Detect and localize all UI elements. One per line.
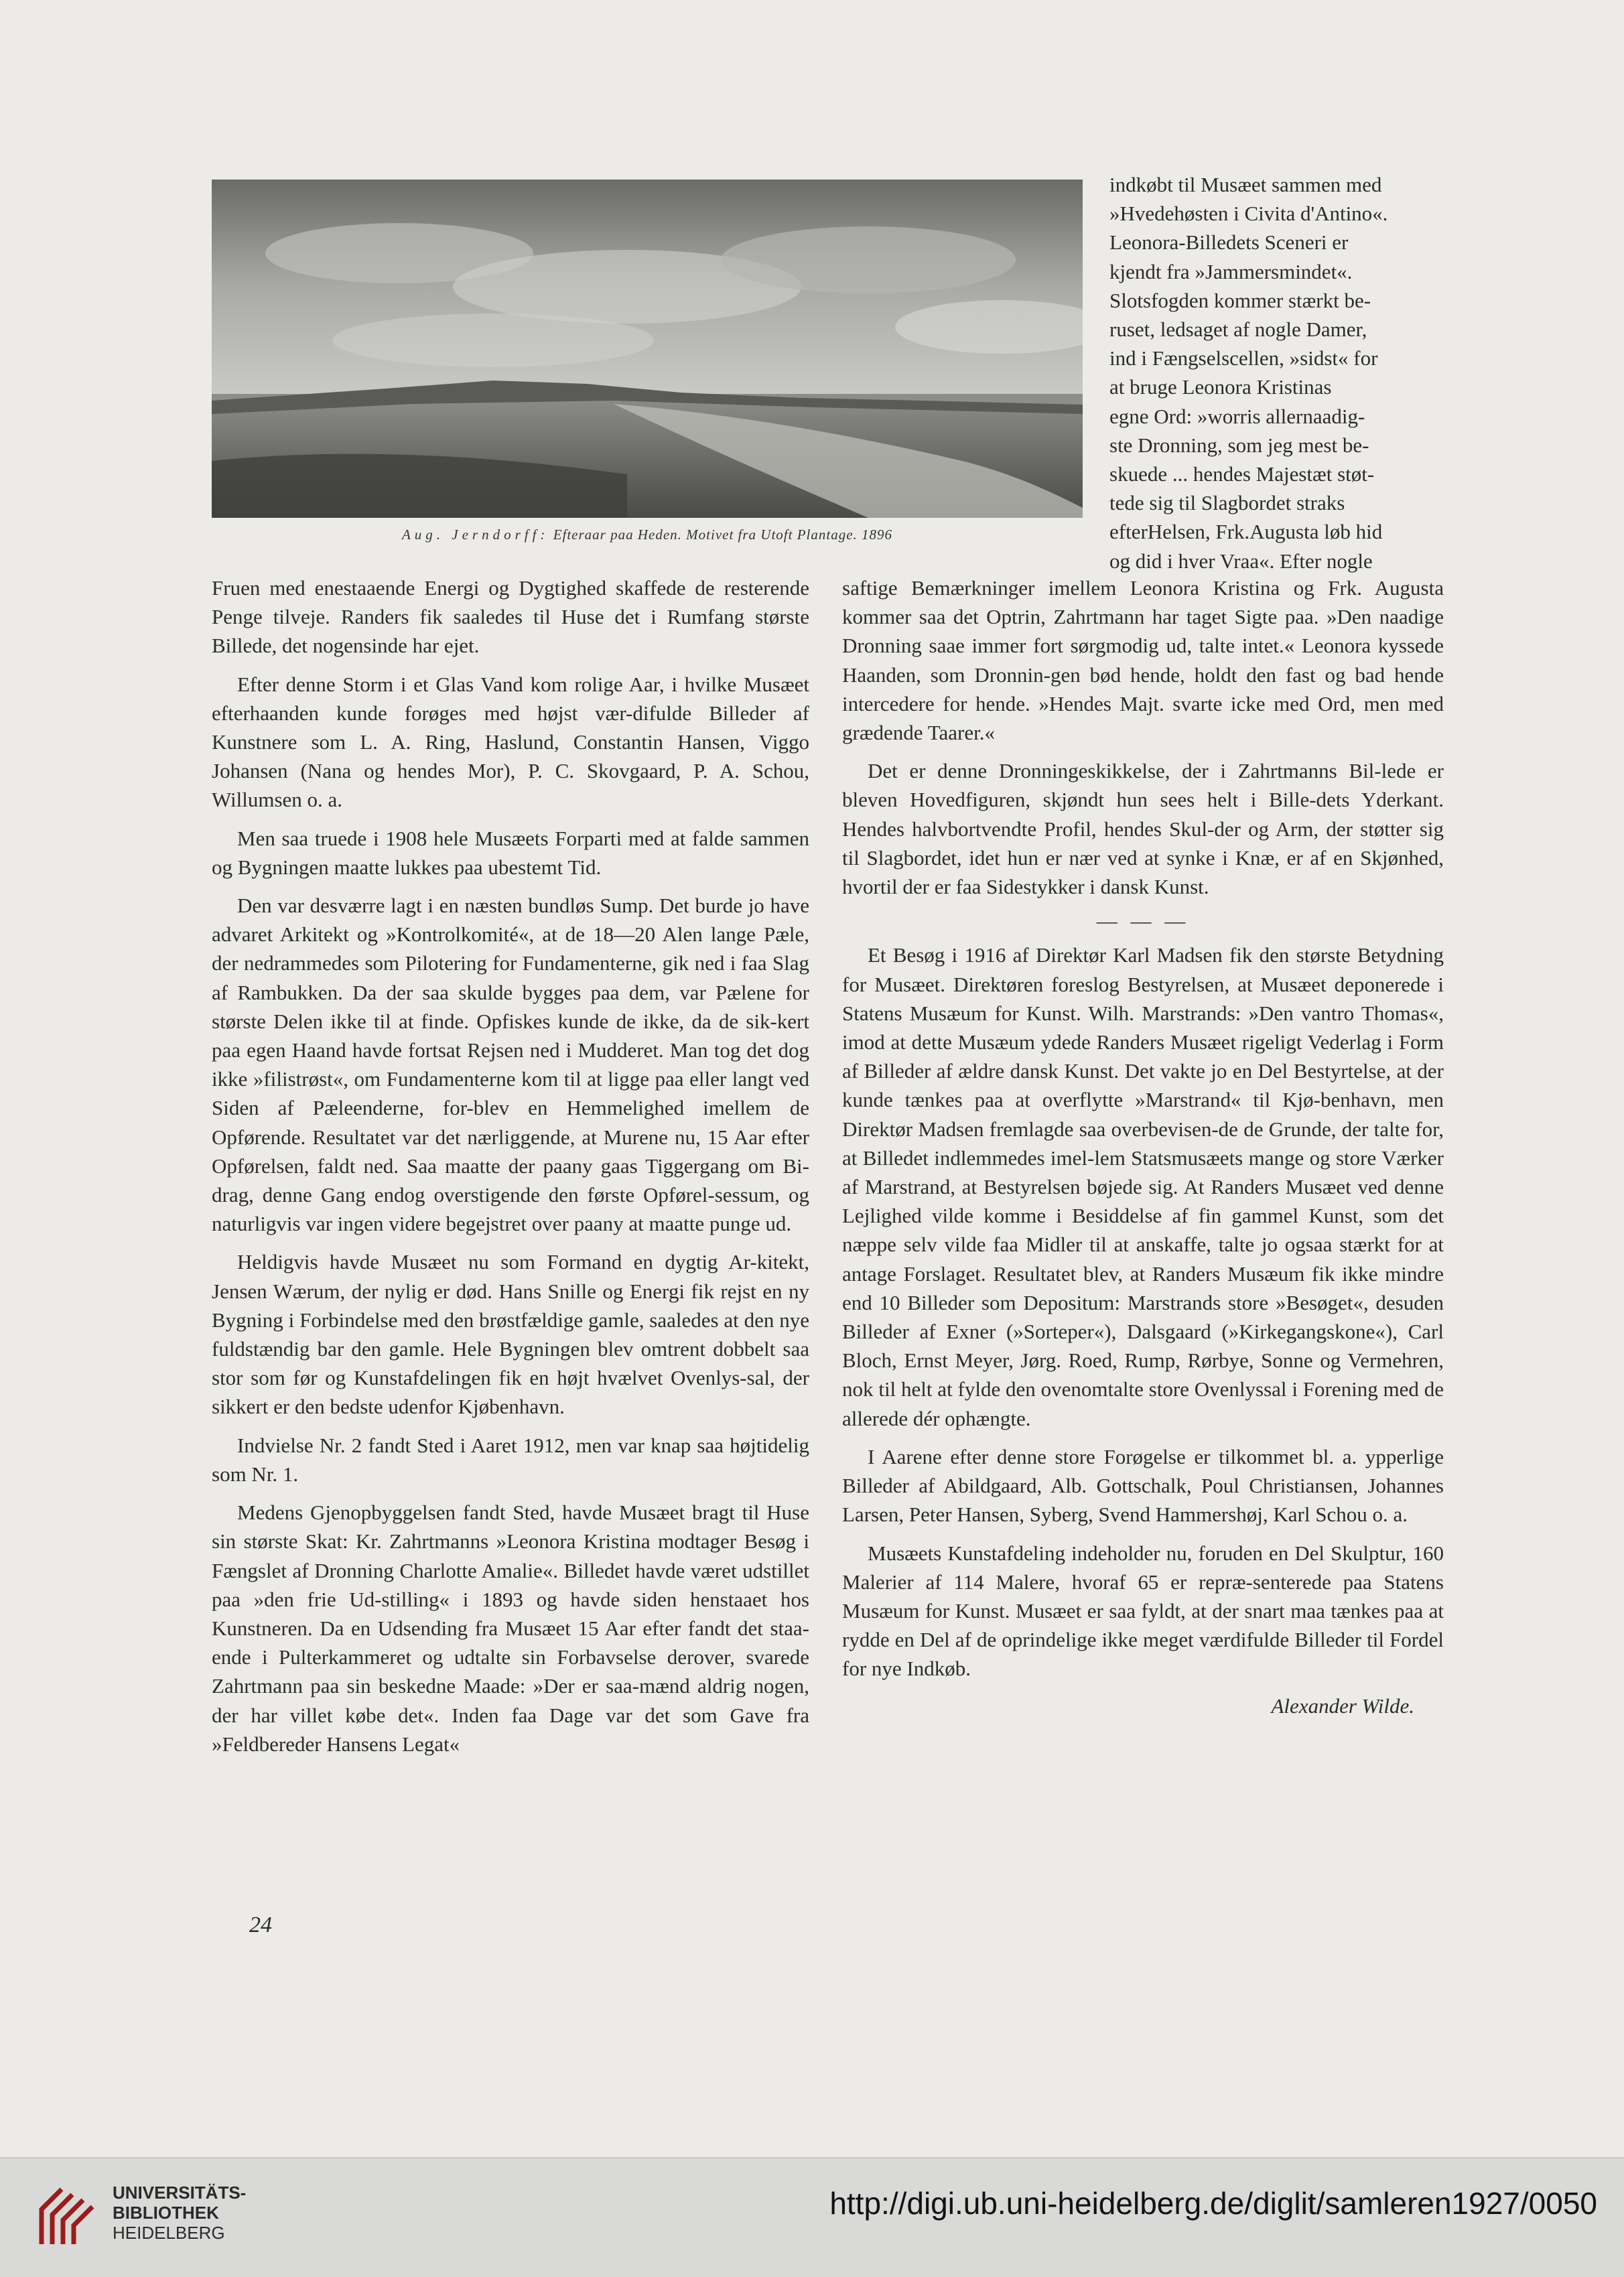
- text-line: egne Ord: »worris allernaadig-: [1109, 404, 1365, 428]
- text-line: ruset, ledsaget af nogle Damer,: [1109, 318, 1367, 342]
- paragraph: Medens Gjenopbyggelsen fandt Sted, havde Musæet bragt til Huse sin største Skat: Kr. Zahrtmanns »Leonora Kristina modtager Besøg i Fængslet af Dronning Charlotte Amalie«. Billedet havde været udstillet paa »den frie Ud-stilling« i 1893 og havde siden henstaaet hos Kunstneren. Da en Udsending fra Musæet 15 Aar efter fandt det staa-ende i Pulterkammeret og udtalte sin Forbavselse derover, svarede Zahrtmann paa sin beskedne Maade: »Der er saa-mænd aldrig nogen, der har villet købe det«. Inden faa Dage var det som Gave fra »Feldbereder Hansens Legat«: [212, 1501, 809, 1756]
- caption-title: Efteraar paa Heden. Motivet fra Utoft Plantage. 1896: [553, 527, 893, 543]
- text-line: tede sig til Slagbordet straks: [1109, 491, 1345, 515]
- library-name: [113, 2183, 246, 2243]
- paragraph: Fruen med enestaaende Energi og Dygtighed skaffede de resterende Penge tilveje. Randers fik saaledes til Huse det i Rumfang største Billede, det nogensinde har ejet.: [212, 576, 809, 658]
- caption-artist: Aug. Jerndorff:: [401, 527, 549, 543]
- source-url-link[interactable]: http://digi.ub.uni-heidelberg.de/diglit/samleren1927/0050: [829, 2186, 1597, 2221]
- paragraph: Musæets Kunstafdeling indeholder nu, foruden en Del Skulptur, 160 Malerier af 114 Malere, hvoraf 65 er repræ-senterede paa Statens Musæum for Kunst. Musæet er saa fyldt, at der snart maa tænkes paa at rydde en Del af de oprindelige ikke meget værdifulde Billeder til Fordel for nye Indkøb.: [842, 1541, 1444, 1681]
- paragraph: saftige Bemærkninger imellem Leonora Kristina og Frk. Augusta kommer saa det Optrin, Zahrtmann har taget Sigte paa. »Den naadige Dronning saae immer fort sørgmodig ud, talte intet.« Leonora kyssede Haanden, som Dronnin-gen bød hende, holdt den fast og bad hende intercedere for hende. »Hendes Majt. svarte icke med Ord, men med grædende Taarer.«: [842, 576, 1444, 745]
- paragraph: I Aarene efter denne store Forøgelse er tilkommet bl. a. ypperlige Billeder af Abildgaard, Alb. Gottschalk, Poul Christiansen, Johannes Larsen, Peter Hansen, Syberg, Svend Hammershøj, Karl Schou o. a.: [842, 1444, 1444, 1527]
- text-line: ste Dronning, som jeg mest be-: [1109, 433, 1369, 457]
- paragraph: Det er denne Dronningeskikkelse, der i Zahrtmanns Bil-lede er bleven Hovedfiguren, skjøndt hun sees helt i Bille-dets Yderkant. Hendes halvbortvendte Profil, hendes Skul-der og Arm, der støtter sig til Slagbordet, idet hun er nær ved at synke i Knæ, er af en Skjønhed, hvortil der er faa Sidestykker i dansk Kunst.: [842, 759, 1444, 899]
- paragraph: Indvielse Nr. 2 fandt Sted i Aaret 1912, men var knap saa højtidelig som Nr. 1.: [212, 1433, 809, 1486]
- paragraph: Heldigvis havde Musæet nu som Formand en dygtig Ar-kitekt, Jensen Wærum, der nylig er død. Hans Snille og Energi fik rejst en ny Bygning i Forbindelse med den brøstfældige gamle, saaledes at den nye fuldstændig bar den gamle. Hele Bygningen blev omtrent dobbelt saa stor som før og Kunstafdelingen fik en højt hvælvet Ovenlys-sal, der sikkert er den bedste udenfor Kjøbenhavn.: [212, 1250, 809, 1419]
- university-library-logo-icon: [35, 2183, 99, 2251]
- paragraph: Efter denne Storm i et Glas Vand kom rolige Aar, i hvilke Musæet efterhaanden kunde forøges med højst vær-difulde Billeder af Kunstnere som L. A. Ring, Haslund, Constantin Hansen, Viggo Johansen (Nana og hendes Mor), P. C. Skovgaard, P. A. Schou, Willumsen o. a.: [212, 672, 809, 812]
- right-column: [842, 573, 1444, 1720]
- paragraph: Den var desværre lagt i en næsten bundløs Sump. Det burde jo have advaret Arkitekt og »Kontrolkomité«, at de 18—20 Alen lange Pæle, der nedrammedes som Pilotering for Fundamenterne, gik ned i faa Slag af Rambukken. Da der saa skulde bygges paa dem, var Pælene for største Delen ikke til at finde. Opfiskes kunde de ikke, da de sik-kert paa egen Haand havde fortsat Rejsen ned i Mudderet. Man tog det dog ikke »filistrøst«, om Fundamenterne kom til at ligge paa eller langt ved Siden af Pæleenderne, for-blev en Hemmelighed imellem de Opførende. Resultatet var det nærliggende, at Murene nu, 15 Aar efter Opførelsen, faldt ned. Saa maatte der paany gaas Tiggergang om Bi-drag, denne Gang endog overstigende den første Opførel-sessum, og naturligvis var ingen videre begejstret over paany at maatte punge ud.: [212, 894, 809, 1236]
- text-line: at bruge Leonora Kristinas: [1109, 375, 1332, 399]
- landscape-painting-reproduction: [212, 180, 1083, 518]
- text-line: skuede ... hendes Majestæt støt-: [1109, 462, 1375, 486]
- page-number: 24: [249, 1913, 272, 1937]
- text-line: indkøbt til Musæet sammen med: [1109, 173, 1382, 196]
- section-separator: — — —: [1096, 909, 1190, 933]
- library-name-line: UNIVERSITÄTS-: [113, 2183, 247, 2203]
- text-line: og did i hver Vraa«. Efter nogle: [1109, 549, 1373, 573]
- author-signature: Alexander Wilde.: [1271, 1694, 1414, 1718]
- text-line: »Hvedehøsten i Civita d'Antino«.: [1109, 202, 1388, 226]
- text-line: Slotsfogden kommer stærkt be-: [1109, 288, 1371, 312]
- text-line: efterHelsen, Frk.Augusta løb hid: [1109, 520, 1383, 544]
- right-column-top: [1109, 170, 1481, 575]
- paragraph: Et Besøg i 1916 af Direktør Karl Madsen fik den største Betydning for Musæet. Direktøren foreslog Bestyrelsen, at Musæet deponerede i Statens Musæum for Kunst. Wilh. Marstrands: »Den vantro Thomas«, imod at dette Musæum ydede Randers Musæet rigeligt Vederlag i Form af Billeder af ældre dansk Kunst. Det vakte jo en Del Bestyrtelse, at der kunde tænkes paa at overflytte »Marstrand« til Kjø-benhavn, men Direktør Madsen fremlagde saa overbevisen-de de Grunde, der talte for, at Billedet indlemmedes imel-lem Statsmusæets mange og store Værker af Marstrand, at Bestyrelsen bøjede sig. At Randers Musæet ved denne Lejlighed vilde komme i Besiddelse af fin gammel Kunst, som det næppe selv vilde faa Midler til at anskaffe, talte jo ogsaa stærkt for at antage Forslaget. Resultatet blev, at Randers Musæum fik ikke mindre end 10 Billeder som Depositum: Marstrands store »Besøget«, desuden Billeder af Exner (»Sorteper«), Dalsgaard (»Kirkegangskone«), Carl Bloch, Ernst Meyer, Jørg. Roed, Rump, Rørbye, Sonne og Vermehren, nok til helt at fylde den ovenomtalte store Ovenlyssal i Forening med de allerede dér ophængte.: [842, 943, 1444, 1430]
- paragraph: Men saa truede i 1908 hele Musæets Forparti med at falde sammen og Bygningen maatte lukkes paa ubestemt Tid.: [212, 826, 809, 879]
- text-line: Leonora-Billedets Sceneri er: [1109, 230, 1349, 255]
- text-line: kjendt fra »Jammersmindet«.: [1109, 259, 1353, 283]
- figure-caption: [212, 527, 1083, 543]
- library-name-line: HEIDELBERG: [113, 2223, 225, 2243]
- left-column: [212, 573, 809, 1758]
- library-name-line: BIBLIOTHEK: [113, 2203, 219, 2223]
- text-line: ind i Fængselscellen, »sidst« for: [1109, 346, 1378, 370]
